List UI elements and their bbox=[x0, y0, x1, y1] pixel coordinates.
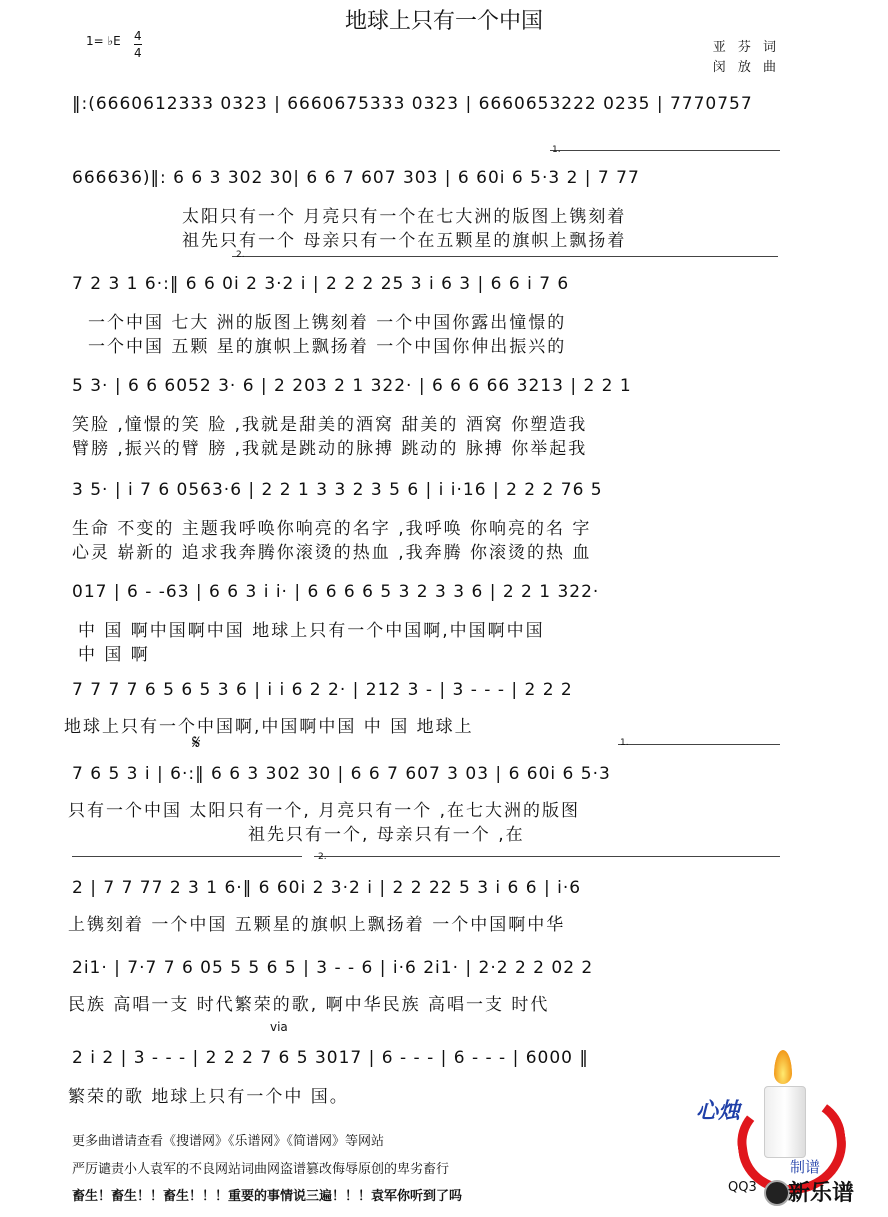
time-signature bbox=[134, 28, 142, 61]
footer-line-1: 更多曲谱请查看《搜谱网》《乐谱网》《简谱网》等网站 bbox=[72, 1134, 385, 1149]
lyrics-verse-2: 臂膀 ,振兴的臂 膀 ,我就是跳动的脉搏 跳动的 脉搏 你举起我 bbox=[72, 439, 588, 459]
notes-line: 7 6 5 3 i | 6·:‖ 6 6 3 302 30 | 6 6 7 607 3 03 | 6 60i 6 5·3 bbox=[72, 764, 611, 784]
lyrics-verse-1: 上镌刻着 一个中国 五颗星的旗帜上飘扬着 一个中国啊中华 bbox=[68, 915, 566, 935]
lyrics-verse-1: 笑脸 ,憧憬的笑 脸 ,我就是甜美的酒窝 甜美的 酒窝 你塑造我 bbox=[72, 415, 588, 435]
volta-bracket-1b bbox=[618, 744, 780, 745]
lyrics-verse-1: 地球上只有一个中国啊,中国啊中国 中 国 地球上 bbox=[64, 717, 474, 737]
lyrics-verse-1: 只有一个中国 太阳只有一个, 月亮只有一个 ,在七大洲的版图 bbox=[68, 801, 581, 821]
lyrics-verse-1: 民族 高唱一支 时代繁荣的歌, 啊中华民族 高唱一支 时代 bbox=[68, 995, 550, 1015]
lyricist-credit: 亚 芬 词 bbox=[712, 40, 780, 55]
volta-bracket-1 bbox=[550, 150, 780, 151]
lyrics-verse-1: 一个中国 七大 洲的版图上镌刻着 一个中国你露出憧憬的 bbox=[88, 313, 567, 333]
volta-2-label: 2. bbox=[236, 250, 245, 260]
volta-1b-label: 1. bbox=[620, 738, 629, 748]
lyrics-verse-1: 繁荣的歌 地球上只有一个中 国。 bbox=[68, 1087, 349, 1107]
footer-line-3: 畜生！畜生！！畜生！！！重要的事情说三遍！！！袁军你听到了吗 bbox=[72, 1189, 463, 1204]
volta-2b-label: 2. bbox=[318, 852, 327, 862]
notes-line: 666636)‖: 6 6 3 302 30| 6 6 7 607 303 | 6 60i 6 5·3 2 | 7 77 bbox=[72, 168, 640, 188]
notes-line: 2 | 7 7 77 2 3 1 6·‖ 6 60i 2 3·2 i | 2 2 22 5 3 i 6 6 | i·6 bbox=[72, 878, 582, 898]
lyrics-verse-2: 祖先只有一个 母亲只有一个在五颗星的旗帜上飘扬着 bbox=[182, 231, 627, 251]
lyrics-verse-2: 一个中国 五颗 星的旗帜上飘扬着 一个中国你伸出振兴的 bbox=[88, 337, 567, 357]
via-marking: via bbox=[270, 1020, 288, 1034]
volta-1-label: 1. bbox=[552, 145, 561, 155]
segno-symbol: 𝄋 bbox=[192, 730, 201, 754]
notes-line: 3 5· | i 7 6 0563·6 | 2 2 1 3 3 2 3 5 6 | i i·16 | 2 2 2 76 5 bbox=[72, 480, 603, 500]
volta-bracket-1c bbox=[72, 856, 302, 857]
lyrics-verse-1: 生命 不变的 主题我呼唤你响亮的名字 ,我呼唤 你响亮的名 字 bbox=[72, 519, 592, 539]
lyrics-verse-2: 心灵 崭新的 追求我奔腾你滚烫的热血 ,我奔腾 你滚烫的热 血 bbox=[72, 543, 592, 563]
meter-top: 4 bbox=[134, 29, 142, 43]
notes-line: 2 i 2 | 3 - - - | 2 2 2 7 6 5 3017 | 6 - - - | 6 - - - | 6000 ‖ bbox=[72, 1048, 589, 1068]
disc-icon bbox=[764, 1180, 790, 1206]
logo-caption: 制谱 bbox=[790, 1158, 821, 1176]
flame-icon bbox=[774, 1050, 792, 1084]
footer-line-2: 严厉谴责小人袁军的不良网站词曲网盗谱篡改侮辱原创的卑劣畜行 bbox=[72, 1162, 450, 1177]
key-signature: 1= ♭E bbox=[86, 34, 121, 48]
lyrics-verse-1: 中 国 啊中国啊中国 地球上只有一个中国啊,中国啊中国 bbox=[78, 621, 545, 641]
volta-bracket-2 bbox=[232, 256, 778, 257]
notes-line: 7 2 3 1 6·:‖ 6 6 0i 2 3·2 i | 2 2 2 25 3 i 6 3 | 6 6 i 7 6 bbox=[72, 274, 570, 294]
notes-line: ‖:(6660612333 0323 | 6660675333 0323 | 6660653222 0235 | 7770757 bbox=[72, 94, 753, 114]
logo-qq: QQ3 bbox=[728, 1180, 757, 1195]
composer-credit: 闵 放 曲 bbox=[712, 60, 780, 75]
lyrics-verse-1: 太阳只有一个 月亮只有一个在七大洲的版图上镌刻着 bbox=[182, 207, 627, 227]
lyrics-verse-2: 祖先只有一个, 母亲只有一个 ,在 bbox=[248, 825, 525, 845]
logo-signature: 心烛 bbox=[696, 1099, 741, 1124]
volta-bracket-2b bbox=[314, 856, 780, 857]
lyrics-verse-2: 中 国 啊 bbox=[78, 645, 150, 665]
notes-line: 7 7 7 7 6 5 6 5 3 6 | i i 6 2 2· | 212 3 - | 3 - - - | 2 2 2 bbox=[72, 680, 573, 700]
song-title: 地球上只有一个中国 bbox=[344, 9, 543, 34]
logo bbox=[690, 1048, 886, 1214]
notes-line: 017 | 6 - -63 | 6 6 3 i i· | 6 6 6 6 5 3 2 3 3 6 | 2 2 1 322· bbox=[72, 582, 600, 602]
notes-line: 2i1· | 7·7 7 6 05 5 5 6 5 | 3 - - 6 | i·6 2i1· | 2·2 2 2 02 2 bbox=[72, 958, 594, 978]
notes-line: 5 3· | 6 6 6052 3· 6 | 2 203 2 1 322· | 6 6 6 66 3213 | 2 2 1 bbox=[72, 376, 632, 396]
candle-icon bbox=[764, 1086, 806, 1158]
brand-name: 新乐谱 bbox=[788, 1181, 855, 1206]
meter-bottom: 4 bbox=[134, 46, 142, 60]
